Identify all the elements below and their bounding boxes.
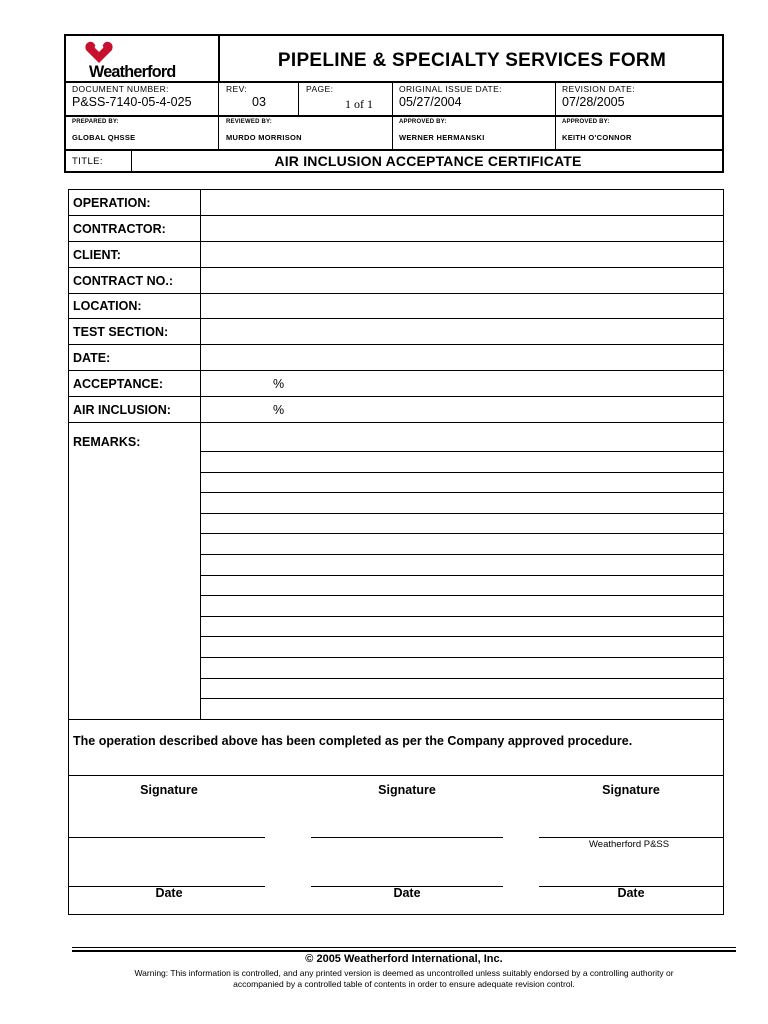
- date-label: Date: [393, 886, 421, 900]
- prepared-by-value: GLOBAL QHSSE: [72, 133, 136, 142]
- header-divider: [218, 82, 219, 150]
- header-divider: [64, 115, 724, 117]
- air-inclusion-label: AIR INCLUSION:: [73, 403, 171, 417]
- remarks-line: [200, 554, 724, 555]
- approved-by-label: APPROVED BY:: [399, 119, 447, 125]
- title-label: TITLE:: [72, 156, 103, 167]
- row-divider: [68, 370, 724, 371]
- row-divider: [68, 344, 724, 345]
- row-divider: [68, 293, 724, 294]
- page-label: PAGE:: [306, 84, 334, 94]
- warning-text-line2: accompanied by a controlled table of contents in order to ensure adequate revision control.: [233, 979, 575, 989]
- signature-label: Signature: [602, 783, 660, 797]
- date-label: DATE:: [73, 351, 111, 365]
- doc-number-label: DOCUMENT NUMBER:: [72, 84, 169, 94]
- row-divider: [68, 241, 724, 242]
- row-divider: [68, 422, 724, 423]
- approved-by-label: APPROVED BY:: [562, 119, 610, 125]
- date-label: Date: [155, 886, 183, 900]
- signature-line: [68, 837, 265, 838]
- remarks-line: [200, 451, 724, 452]
- remarks-line: [200, 513, 724, 514]
- weatherford-logo-icon: [84, 40, 114, 64]
- remarks-line: [200, 595, 724, 596]
- operation-label: OPERATION:: [73, 196, 151, 210]
- revision-date-label: REVISION DATE:: [562, 84, 635, 94]
- header-divider: [392, 82, 393, 150]
- document-title: AIR INCLUSION ACCEPTANCE CERTIFICATE: [274, 153, 582, 169]
- orig-issue-value: 05/27/2004: [399, 95, 462, 109]
- completion-statement: The operation described above has been completed as per the Company approved procedure.: [73, 734, 633, 748]
- contractor-label: CONTRACTOR:: [73, 222, 166, 236]
- approved-by-value: KEITH O'CONNOR: [562, 133, 632, 142]
- warning-text-line1: Warning: This information is controlled, and any printed version is deemed as uncontrolled unless suitably endorsed by a controlling authority or: [134, 968, 674, 978]
- statement-divider: [68, 775, 724, 776]
- signature-line: [311, 837, 503, 838]
- rev-value: 03: [252, 95, 266, 109]
- copyright-text: © 2005 Weatherford International, Inc.: [305, 953, 503, 965]
- label-column-divider: [200, 190, 201, 719]
- remarks-line: [200, 472, 724, 473]
- signature-line: [539, 837, 724, 838]
- company-logo-text: Weatherford: [89, 62, 176, 81]
- form-title: PIPELINE & SPECIALTY SERVICES FORM: [277, 50, 667, 71]
- approved-by-value: WERNER HERMANSKI: [399, 133, 485, 142]
- remarks-line: [200, 533, 724, 534]
- row-divider: [68, 267, 724, 268]
- header-divider: [64, 149, 724, 151]
- remarks-line: [200, 492, 724, 493]
- orig-issue-label: ORIGINAL ISSUE DATE:: [399, 84, 502, 94]
- header-divider: [555, 82, 556, 150]
- remarks-line: [200, 575, 724, 576]
- remarks-line: [200, 657, 724, 658]
- remarks-line: [200, 678, 724, 679]
- weatherford-pss-label: Weatherford P&SS: [589, 839, 670, 850]
- remarks-line: [200, 636, 724, 637]
- remarks-line: [200, 698, 724, 699]
- remarks-bottom-divider: [68, 719, 724, 720]
- rev-label: REV:: [226, 84, 248, 94]
- client-label: CLIENT:: [73, 248, 121, 262]
- footer-rule: [72, 950, 736, 952]
- reviewed-by-value: MURDO MORRISON: [226, 133, 302, 142]
- location-label: LOCATION:: [73, 299, 142, 313]
- page-value: 1 of 1: [345, 97, 373, 111]
- row-divider: [68, 318, 724, 319]
- prepared-by-label: PREPARED BY:: [72, 119, 119, 125]
- doc-number-value: P&SS-7140-05-4-025: [72, 95, 192, 109]
- certificate-form: [68, 189, 724, 915]
- date-label: Date: [617, 886, 645, 900]
- remarks-line: [200, 616, 724, 617]
- air-inclusion-percent: %: [273, 403, 285, 417]
- remarks-label: REMARKS:: [73, 435, 141, 449]
- signature-label: Signature: [378, 783, 436, 797]
- acceptance-percent: %: [273, 377, 285, 391]
- acceptance-label: ACCEPTANCE:: [73, 377, 164, 391]
- reviewed-by-label: REVIEWED BY:: [226, 119, 272, 125]
- test-section-label: TEST SECTION:: [73, 325, 169, 339]
- header-divider: [298, 82, 299, 116]
- revision-date-value: 07/28/2005: [562, 95, 625, 109]
- contract-number-label: CONTRACT NO.:: [73, 274, 173, 288]
- footer-rule: [72, 947, 736, 948]
- row-divider: [68, 396, 724, 397]
- signature-label: Signature: [140, 783, 198, 797]
- row-divider: [68, 215, 724, 216]
